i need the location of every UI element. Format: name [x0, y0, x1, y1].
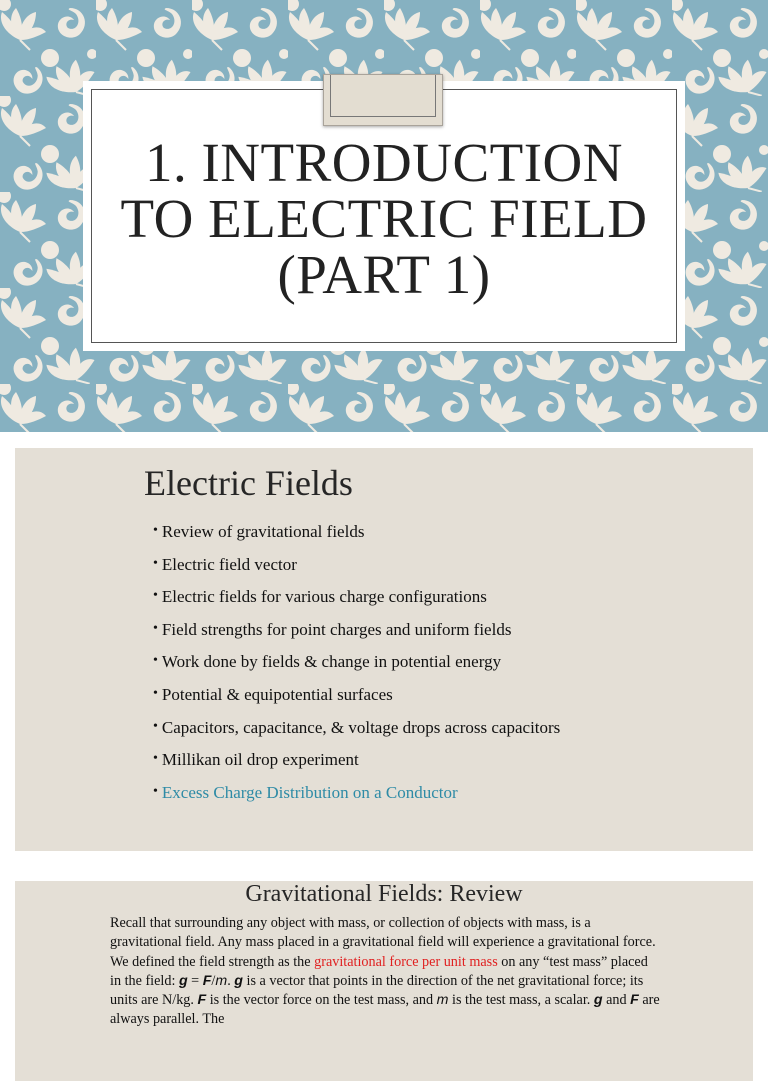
para-text: =	[187, 972, 203, 989]
bullet-icon: •	[153, 620, 158, 636]
list-item	[153, 650, 560, 683]
para-text: are always parallel. The	[110, 992, 660, 1028]
title-slide	[0, 0, 768, 432]
symbol-f: F	[197, 992, 207, 1009]
symbol-f: F	[202, 972, 212, 989]
list-item-text: Electric fields for various charge configurations	[161, 587, 487, 607]
symbol-m: m	[215, 972, 228, 989]
list-item	[153, 520, 560, 553]
list-item-text: Field strengths for point charges and uniform fields	[161, 619, 512, 639]
list-item	[153, 618, 560, 651]
para-text: and	[602, 992, 631, 1009]
outline-slide	[15, 448, 753, 851]
list-item	[153, 683, 560, 716]
review-heading: Gravitational Fields: Review	[245, 881, 523, 907]
para-text: is the vector force on the test mass, and	[206, 992, 437, 1009]
bullet-icon: •	[153, 523, 158, 538]
list-item	[153, 748, 560, 781]
list-item-text: Work done by fields & change in potential energy	[161, 652, 502, 672]
outline-heading: Electric Fields	[144, 463, 353, 503]
list-item-text: Potential & equipotential surfaces	[161, 684, 393, 704]
list-item-text: Electric field vector	[161, 554, 297, 574]
highlight-text: gravitational force per unit mass	[314, 953, 498, 970]
symbol-g: g	[593, 992, 603, 1009]
para-text: is a vector that points in the direction of the net gravitational force; its units are N/kg.	[110, 972, 644, 1009]
review-paragraph	[110, 914, 660, 1030]
title-frame	[91, 89, 677, 343]
bullet-icon: •	[153, 751, 158, 767]
bullet-icon: •	[153, 555, 158, 571]
para-text: Recall that surrounding any object with mass, or collection of objects with mass, is a gravitational field. Any mass placed in a gravitational field will experience a gravitational force. We defined the field strength as the	[110, 915, 656, 970]
bullet-icon: •	[153, 685, 158, 701]
para-text: .	[227, 972, 235, 989]
list-item-text: Capacitors, capacitance, & voltage drops across capacitors	[161, 717, 561, 737]
list-item-text: Review of gravitational fields	[161, 522, 365, 541]
bullet-icon: •	[153, 783, 158, 799]
excess-charge-link[interactable]: Excess Charge Distribution on a Conductor	[161, 782, 458, 802]
list-item	[153, 585, 560, 618]
list-item	[153, 553, 560, 586]
para-text: on any “test mass” placed in the field:	[110, 953, 648, 989]
list-item	[153, 716, 560, 749]
symbol-g: g	[178, 972, 188, 989]
bullet-icon: •	[153, 653, 158, 669]
symbol-g: g	[234, 972, 243, 989]
para-text: is the test mass, a scalar.	[448, 992, 594, 1009]
bullet-icon: •	[153, 588, 158, 604]
review-slide	[15, 881, 753, 1081]
outline-list	[153, 520, 560, 813]
symbol-m: m	[436, 992, 449, 1009]
bullet-icon: •	[153, 718, 158, 734]
slide-title: 1. INTRODUCTION TO ELECTRIC FIELD (PART 1)	[120, 132, 648, 305]
title-tab-decoration	[323, 74, 443, 126]
symbol-f: F	[630, 992, 639, 1009]
list-item-text: Millikan oil drop experiment	[161, 750, 359, 770]
list-item-link[interactable]	[153, 781, 560, 814]
para-text: /	[211, 972, 216, 989]
